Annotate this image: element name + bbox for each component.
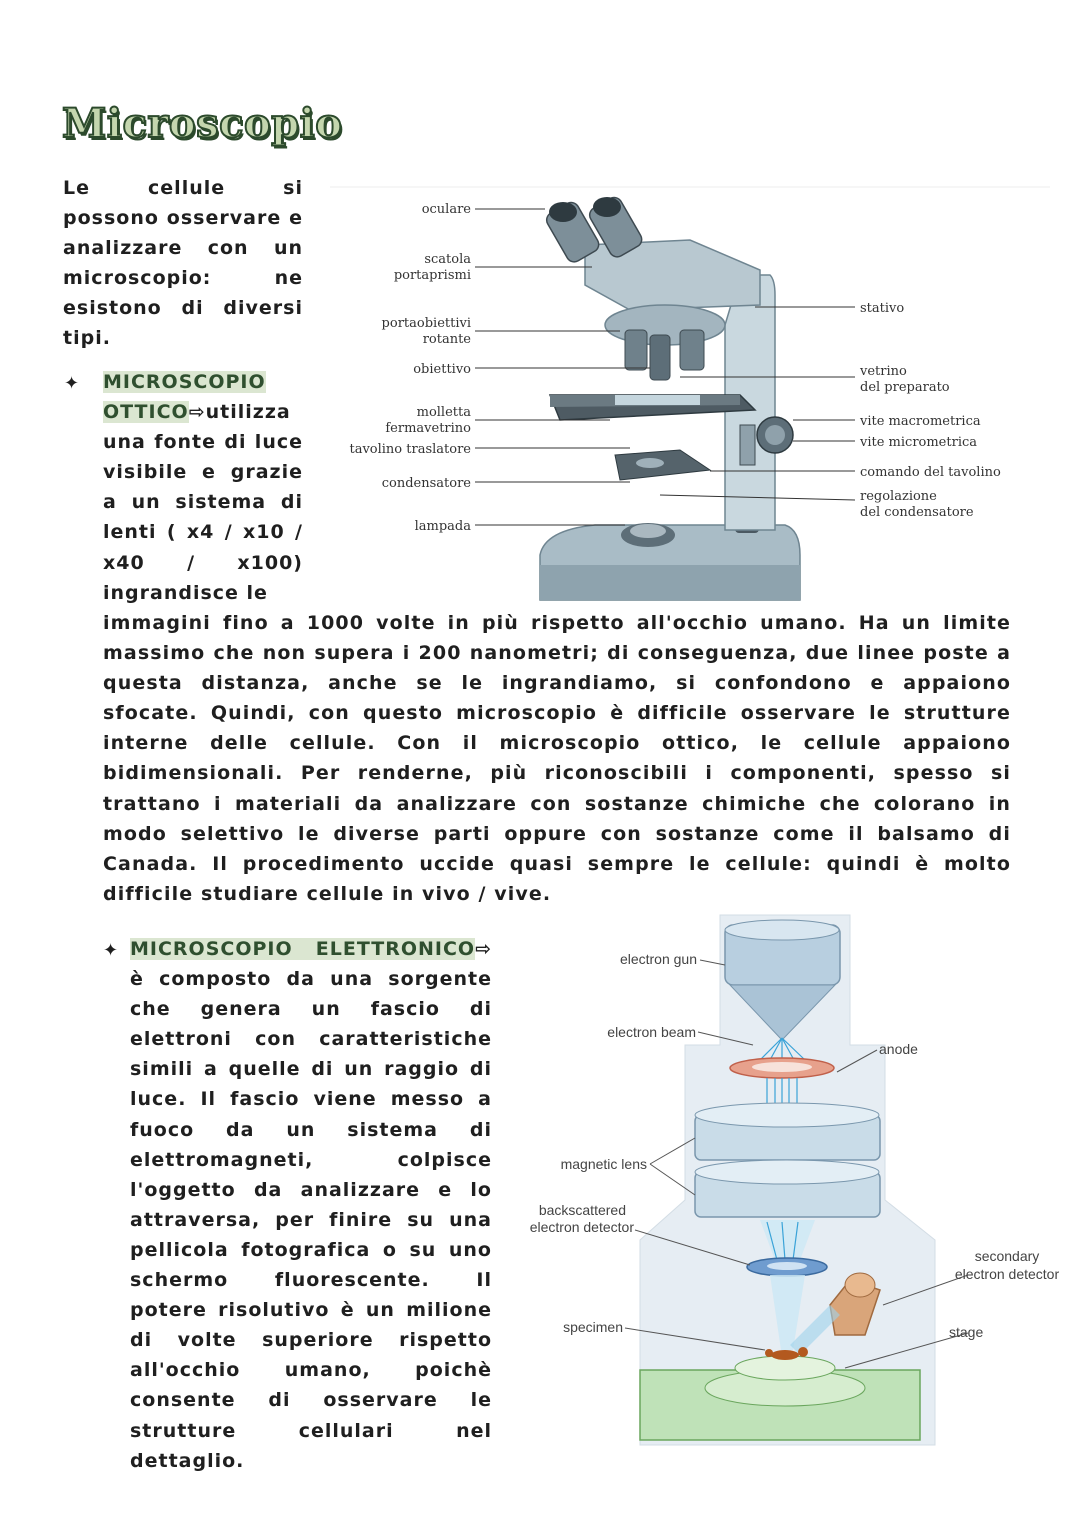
label-comando: comando del tavolino xyxy=(860,465,1001,480)
label-regolazione-2: del condensatore xyxy=(860,505,974,520)
bullet-ottico-icon: ✦ xyxy=(64,373,80,394)
elettronico-term: MICROSCOPIO ELETTRONICO xyxy=(130,938,476,960)
optical-microscope-diagram xyxy=(330,185,1050,610)
label-stage: stage xyxy=(949,1324,984,1340)
label-obiettivo: obiettivo xyxy=(413,362,471,377)
label-backscattered-1: backscattered xyxy=(538,1202,626,1218)
label-molletta-1: molletta xyxy=(416,405,471,420)
label-scatola-1: scatola xyxy=(424,252,471,267)
label-lampada: lampada xyxy=(414,519,471,534)
ottico-paragraph-wrapped xyxy=(103,367,303,608)
elettronico-text: è composto da una sorgente che genera un fascio di elettroni con caratteristiche simili a quelle di un raggio di luce. Il fascio viene messo a fuoco da un sistema di elettromagneti, colpisce l'oggetto da analizzare e lo attraversa, per finire su una pellicola fotografica o su uno schermo fluorescente. Il potere risolutivo è un milione di volte superiore rispetto all'occhio umano, poichè consente di osservare le strutture cellulari nel dettaglio. xyxy=(130,968,492,1472)
label-molletta-2: fermavetrino xyxy=(385,421,471,436)
label-backscattered-2: electron detector xyxy=(529,1219,634,1235)
page-title: Microscopio xyxy=(62,100,343,147)
elettronico-arrow: ⇨ xyxy=(475,938,492,960)
label-vite-micro: vite micrometrica xyxy=(860,435,978,450)
label-tavolino: tavolino traslatore xyxy=(349,442,471,457)
specimen-shape xyxy=(771,1350,799,1360)
label-vetrino-2: del preparato xyxy=(860,380,950,395)
elettronico-paragraph xyxy=(130,934,492,1476)
label-regolazione-1: regolazione xyxy=(860,489,937,504)
label-electron-beam: electron beam xyxy=(607,1024,696,1040)
label-magnetic-lens: magnetic lens xyxy=(560,1156,647,1172)
label-vite-macro: vite macrometrica xyxy=(860,414,981,429)
ottico-arrow: ⇨ xyxy=(188,401,206,424)
label-vetrino-1: vetrino xyxy=(860,364,907,379)
label-condensatore: condensatore xyxy=(381,476,471,491)
electron-microscope-diagram xyxy=(515,910,1070,1455)
intro-paragraph: Le cellule si possono osservare e analizzare con un microscopio: ne esistono di diversi tipi. xyxy=(63,177,303,350)
label-anode: anode xyxy=(879,1041,918,1057)
label-secondary-1: secondary xyxy=(974,1248,1040,1264)
bullet-elettronico-icon: ✦ xyxy=(103,940,119,961)
label-portaobiettivi-2: rotante xyxy=(422,332,471,347)
label-secondary-2: electron detector xyxy=(954,1266,1060,1282)
label-oculare: oculare xyxy=(421,202,471,217)
ottico-term: MICROSCOPIO OTTICO xyxy=(103,371,266,424)
label-stativo: stativo xyxy=(860,301,905,316)
ottico-text-wrapped: utilizza una fonte di luce visibile e grazie a un sistema di lenti ( x4 / x10 / x40 / x100) ingrandisce le xyxy=(103,401,303,604)
label-electron-gun: electron gun xyxy=(619,951,697,967)
ottico-paragraph-full: immagini fino a 1000 volte in più rispetto all'occhio umano. Ha un limite massimo che non supera i 200 nanometri; di conseguenza, due linee poste a questa distanza, anche se le ingrandiamo, si confondono e appaiono sfocate. Quindi, con questo microscopio è difficile osservare le strutture interne delle cellule. Con il microscopio ottico, le cellule appaiono bidimensionali. Per renderne, più riconoscibili i componenti, spesso si trattano i materiali da analizzare con sostanze chimiche che colorano in modo selettivo le diverse parti oppure con sostanze come il balsamo di Canada. Il procedimento uccide quasi sempre le cellule: quindi è molto difficile studiare cellule in vivo / vive. xyxy=(103,612,1011,905)
label-specimen: specimen xyxy=(563,1319,623,1335)
label-scatola-2: portaprismi xyxy=(393,268,471,283)
label-portaobiettivi-1: portaobiettivi xyxy=(381,316,471,331)
